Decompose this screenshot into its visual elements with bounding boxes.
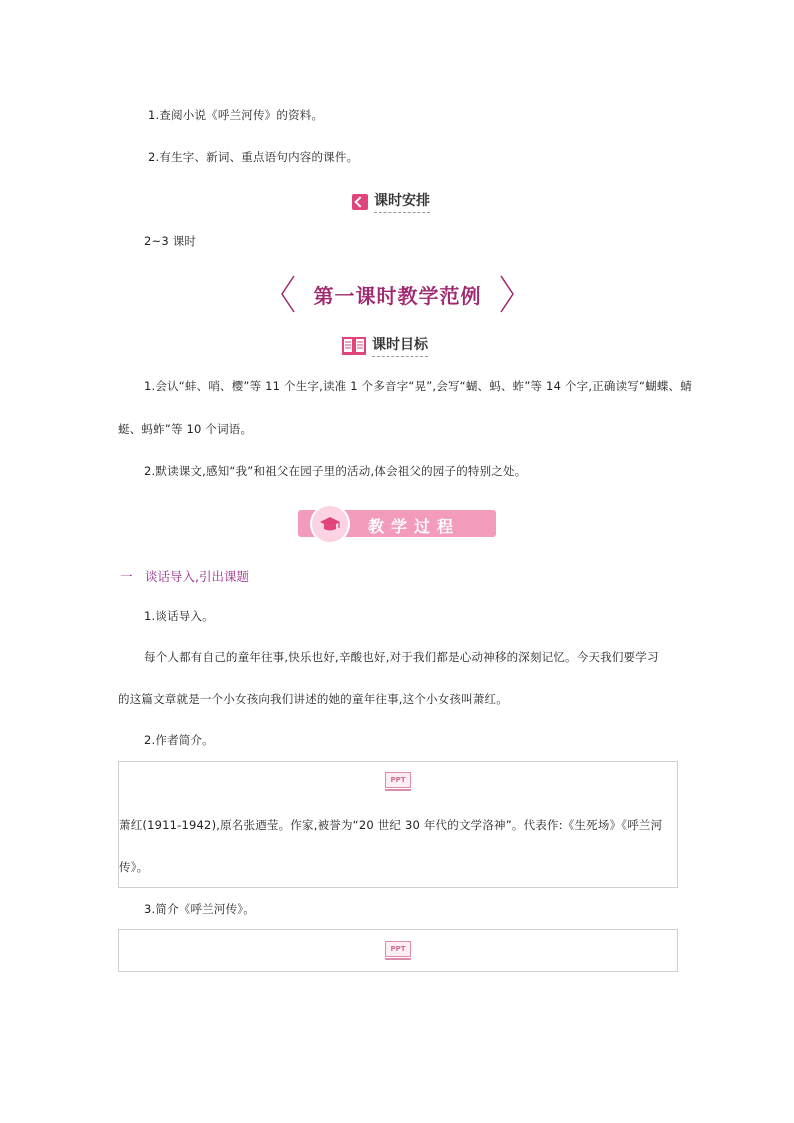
author-line-2: 传》。 <box>119 860 149 874</box>
goals-heading <box>342 334 428 357</box>
ppt-icon-label: PPT <box>385 772 411 788</box>
arrow-tag-icon <box>352 194 368 210</box>
graduation-cap-icon <box>310 504 350 544</box>
goals-heading-label: 课时目标 <box>372 334 428 357</box>
prep-item-2: 2.有生字、新词、重点语句内容的课件。 <box>148 150 359 164</box>
teaching-process-label: 教学过程 <box>368 517 461 536</box>
step-1-sub-2: 2.作者简介。 <box>144 733 214 747</box>
book-icon <box>342 336 366 356</box>
teaching-process-banner <box>298 510 496 537</box>
schedule-heading-label: 课时安排 <box>374 190 430 213</box>
schedule-value: 2~3 课时 <box>144 234 197 248</box>
step-1-heading: 一 谈话导入,引出课题 <box>120 569 249 584</box>
left-bracket-icon <box>280 275 296 313</box>
ppt-icon <box>385 941 411 959</box>
intro-paragraph-line-1: 每个人都有自己的童年往事,快乐也好,辛酸也好,对于我们都是心动神移的深刻记忆。今天我们要学习 <box>144 650 659 664</box>
goal-item-2: 2.默读课文,感知“我”和祖父在园子里的活动,体会祖父的园子的特别之处。 <box>144 464 527 478</box>
author-line-1: 萧红(1911-1942),原名张迺莹。作家,被誉为“20 世纪 30 年代的文学洛神”。代表作:《生死场》《呼兰河 <box>119 818 663 832</box>
step-1-sub-3: 3.简介《呼兰河传》。 <box>144 902 255 916</box>
schedule-heading <box>352 190 430 213</box>
intro-paragraph-line-2: 的这篇文章就是一个小女孩向我们讲述的她的童年往事,这个小女孩叫萧红。 <box>118 692 508 706</box>
lesson-title <box>280 275 515 313</box>
novel-ppt-box <box>118 929 678 972</box>
lesson-title-text: 第一课时教学范例 <box>313 283 482 308</box>
author-ppt-box <box>118 761 678 888</box>
right-bracket-icon <box>499 275 515 313</box>
step-1-sub-1: 1.谈话导入。 <box>144 609 214 623</box>
ppt-icon <box>385 772 411 790</box>
ppt-icon-label: PPT <box>385 941 411 957</box>
prep-item-1: 1.查阅小说《呼兰河传》的资料。 <box>148 108 324 122</box>
goal-item-1-line-2: 蜓、蚂蚱”等 10 个词语。 <box>118 422 253 436</box>
goal-item-1-line-1: 1.会认“蚌、哨、樱”等 11 个生字,读准 1 个多音字“晃”,会写“蝴、蚂、蚱”等 14 个字,正确读写“蝴蝶、蜻 <box>144 379 692 393</box>
